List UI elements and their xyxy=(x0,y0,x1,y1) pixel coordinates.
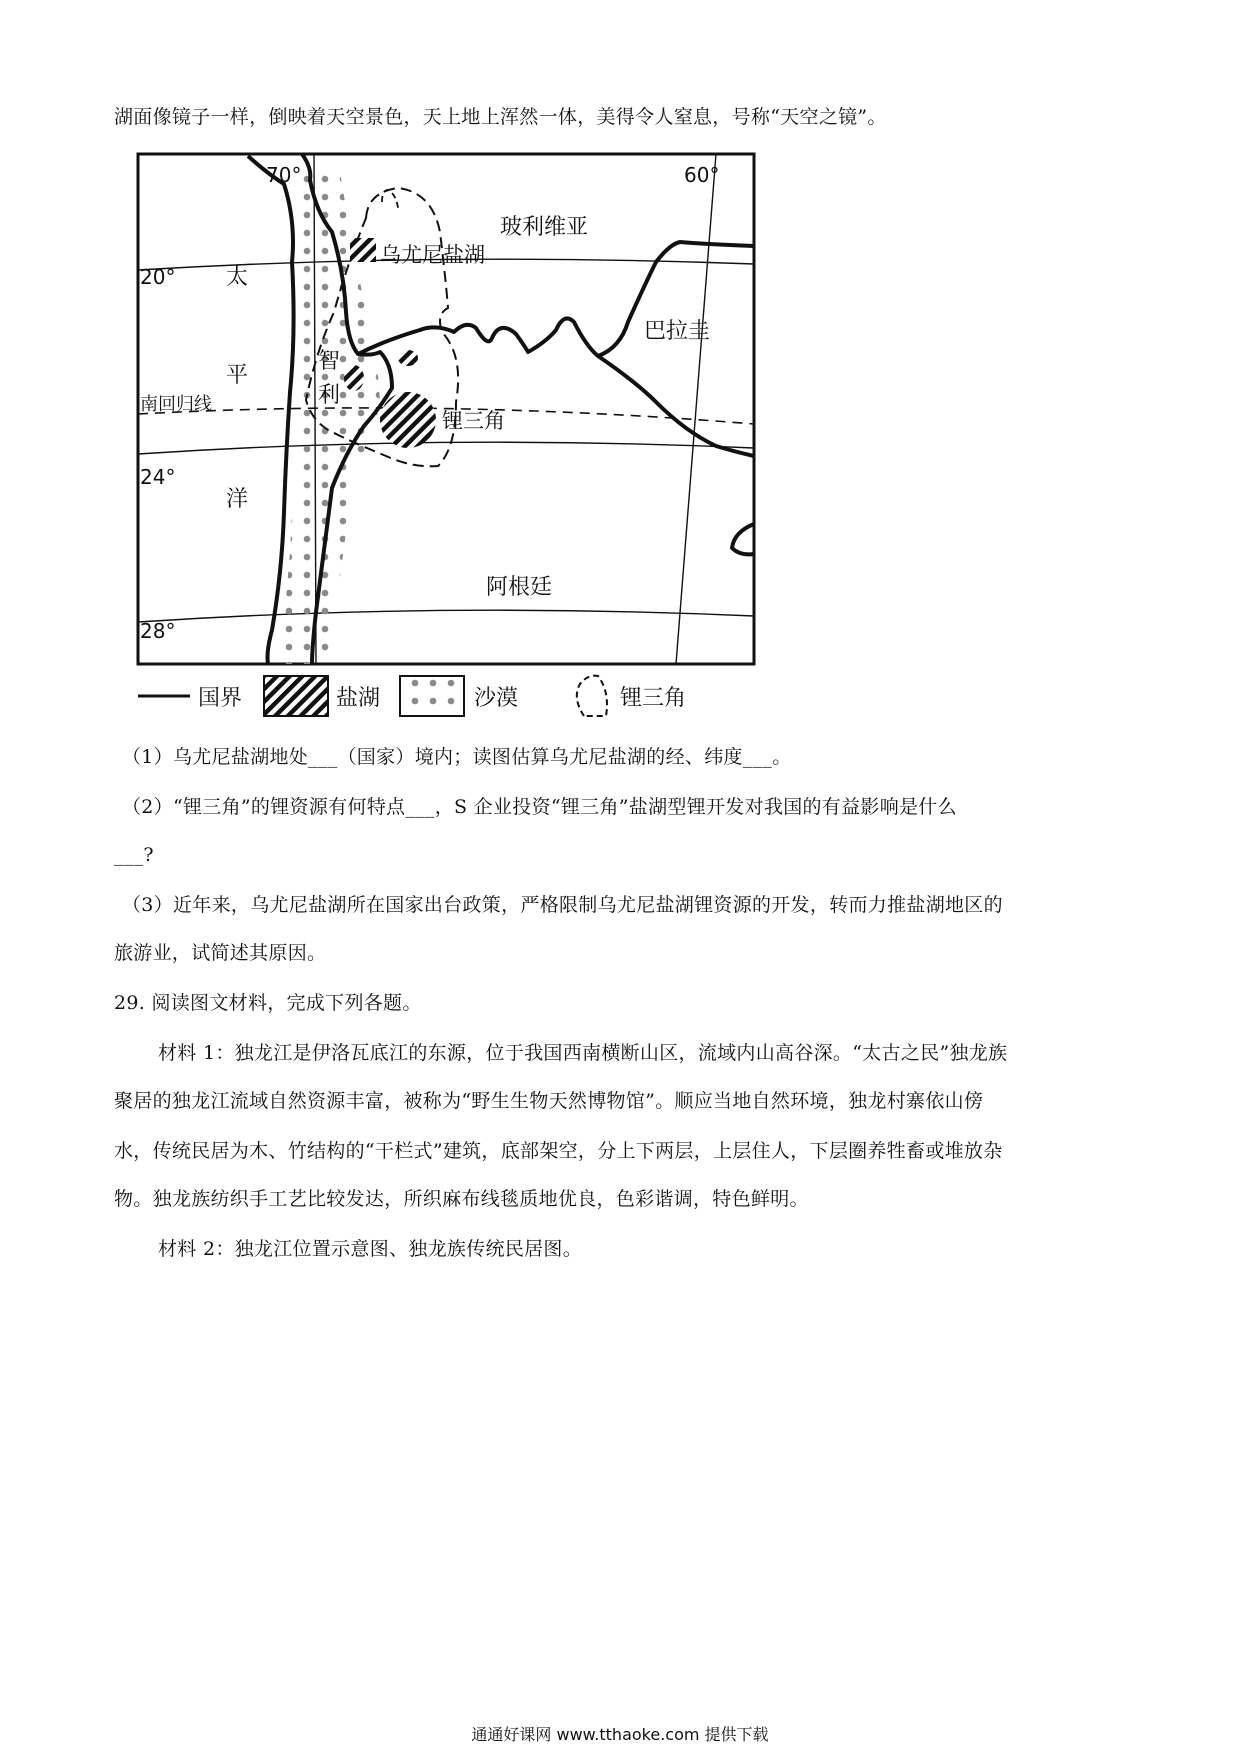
legend-border-label: 国界 xyxy=(198,686,243,711)
salt-lake-map xyxy=(136,152,760,726)
material-1-line-3: 水，传统民居为木、竹结构的“干栏式”建筑，底部架空，分上下两层，上层住人，下层圈养牲畜或堆放杂 xyxy=(114,1140,1003,1162)
lon-70-label: 70° xyxy=(266,163,302,187)
lon-60-label: 60° xyxy=(684,163,720,187)
legend-desert-swatch xyxy=(400,676,464,716)
legend-salt-lake-label: 盐湖 xyxy=(336,686,381,711)
question-2-line-2: ___? xyxy=(114,844,154,866)
material-1-line-2: 聚居的独龙江流域自然资源丰富，被称为“野生生物天然博物馆”。顺应当地自然环境，独龙村寨依山傍 xyxy=(114,1090,984,1112)
chile-label-2: 利 xyxy=(318,383,341,408)
footer-source: 通通好课网 www.tthaoke.com 提供下载 xyxy=(471,1725,769,1744)
material-1-line-1: 材料 1：独龙江是伊洛瓦底江的东源，位于我国西南横断山区，流域内山高谷深。“太古之民”独龙族 xyxy=(158,1042,1008,1064)
paraguay-label: 巴拉圭 xyxy=(644,319,711,344)
legend-salt-lake-swatch xyxy=(264,676,328,716)
lat-24-label: 24° xyxy=(140,465,176,489)
tropic-label: 南回归线 xyxy=(140,394,212,415)
legend-triangle-swatch xyxy=(577,676,607,716)
salt-lake-chile xyxy=(344,365,364,391)
argentina-label: 阿根廷 xyxy=(486,575,553,600)
legend-desert-label: 沙漠 xyxy=(474,686,519,711)
question-3-line-2: 旅游业，试简述其原因。 xyxy=(114,942,327,964)
uyuni-salt-lake xyxy=(350,238,376,262)
question-1: （1）乌尤尼盐湖地处___（国家）境内；读图估算乌尤尼盐湖的经、纬度___。 xyxy=(122,746,792,768)
question-2-line-1: （2）“锂三角”的锂资源有何特点___，S 企业投资“锂三角”盐湖型锂开发对我国的有益影响是什么 xyxy=(122,796,957,818)
salt-lake-large xyxy=(380,392,436,448)
question-3-line-1: （3）近年来，乌尤尼盐湖所在国家出台政策，严格限制乌尤尼盐湖锂资源的开发，转而力推盐湖地区的 xyxy=(122,894,1003,916)
legend-triangle-label: 锂三角 xyxy=(620,686,687,711)
material-2: 材料 2：独龙江位置示意图、独龙族传统民居图。 xyxy=(158,1238,583,1260)
question-29-header: 29. 阅读图文材料，完成下列各题。 xyxy=(114,992,422,1014)
ocean-label-1: 太 xyxy=(226,265,249,290)
salt-lake-small xyxy=(398,350,418,366)
lithium-triangle-label: 锂三角 xyxy=(442,409,505,433)
material-1-line-4: 物。独龙族纺织手工艺比较发达，所织麻布线毯质地优良，色彩谐调，特色鲜明。 xyxy=(114,1188,809,1210)
lat-20-label: 20° xyxy=(140,265,176,289)
ocean-label-2: 平 xyxy=(226,363,249,388)
intro-text: 湖面像镜子一样，倒映着天空景色，天上地上浑然一体，美得令人窒息，号称“天空之镜”。 xyxy=(114,106,887,128)
chile-label-1: 智 xyxy=(318,349,341,374)
uyuni-label: 乌尤尼盐湖 xyxy=(380,243,485,267)
lat-28-label: 28° xyxy=(140,619,176,643)
bolivia-label: 玻利维亚 xyxy=(500,215,589,240)
ocean-label-3: 洋 xyxy=(226,487,249,512)
